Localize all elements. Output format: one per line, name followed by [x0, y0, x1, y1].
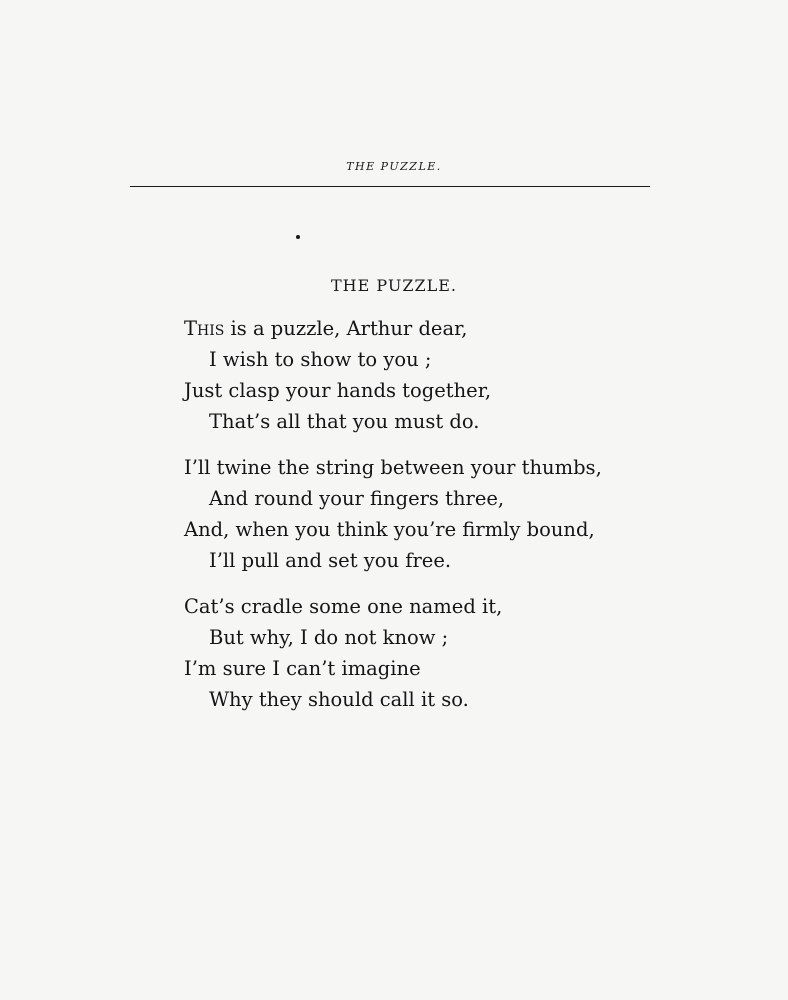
poem-line: And round your fingers three,: [209, 487, 505, 510]
poem-line: Why they should call it so.: [209, 688, 469, 711]
poem-line: I wish to show to you ;: [209, 348, 432, 371]
poem-body: [184, 313, 664, 730]
poem-line-lead: This: [184, 317, 225, 340]
running-head: THE PUZZLE.: [346, 160, 442, 173]
stanza-3: [184, 591, 664, 715]
print-speck: [296, 235, 300, 239]
stanza-1: [184, 313, 664, 437]
header-rule: [130, 186, 650, 187]
poem-line: That’s all that you must do.: [209, 410, 480, 433]
poem-line: Just clasp your hands together,: [184, 379, 492, 402]
poem-line: Cat’s cradle some one named it,: [184, 595, 503, 618]
poem-line: I’m sure I can’t imagine: [184, 657, 421, 680]
poem-line: But why, I do not know ;: [209, 626, 449, 649]
stanza-2: [184, 452, 664, 576]
poem-line: I’ll pull and set you free.: [209, 549, 452, 572]
poem-line: [184, 313, 664, 344]
poem-line-text: is a puzzle, Arthur dear,: [224, 317, 468, 340]
poem-line: I’ll twine the string between your thumbs,: [184, 456, 602, 479]
poem-line: And, when you think you’re firmly bound,: [184, 518, 595, 541]
poem-title: THE PUZZLE.: [331, 276, 457, 295]
